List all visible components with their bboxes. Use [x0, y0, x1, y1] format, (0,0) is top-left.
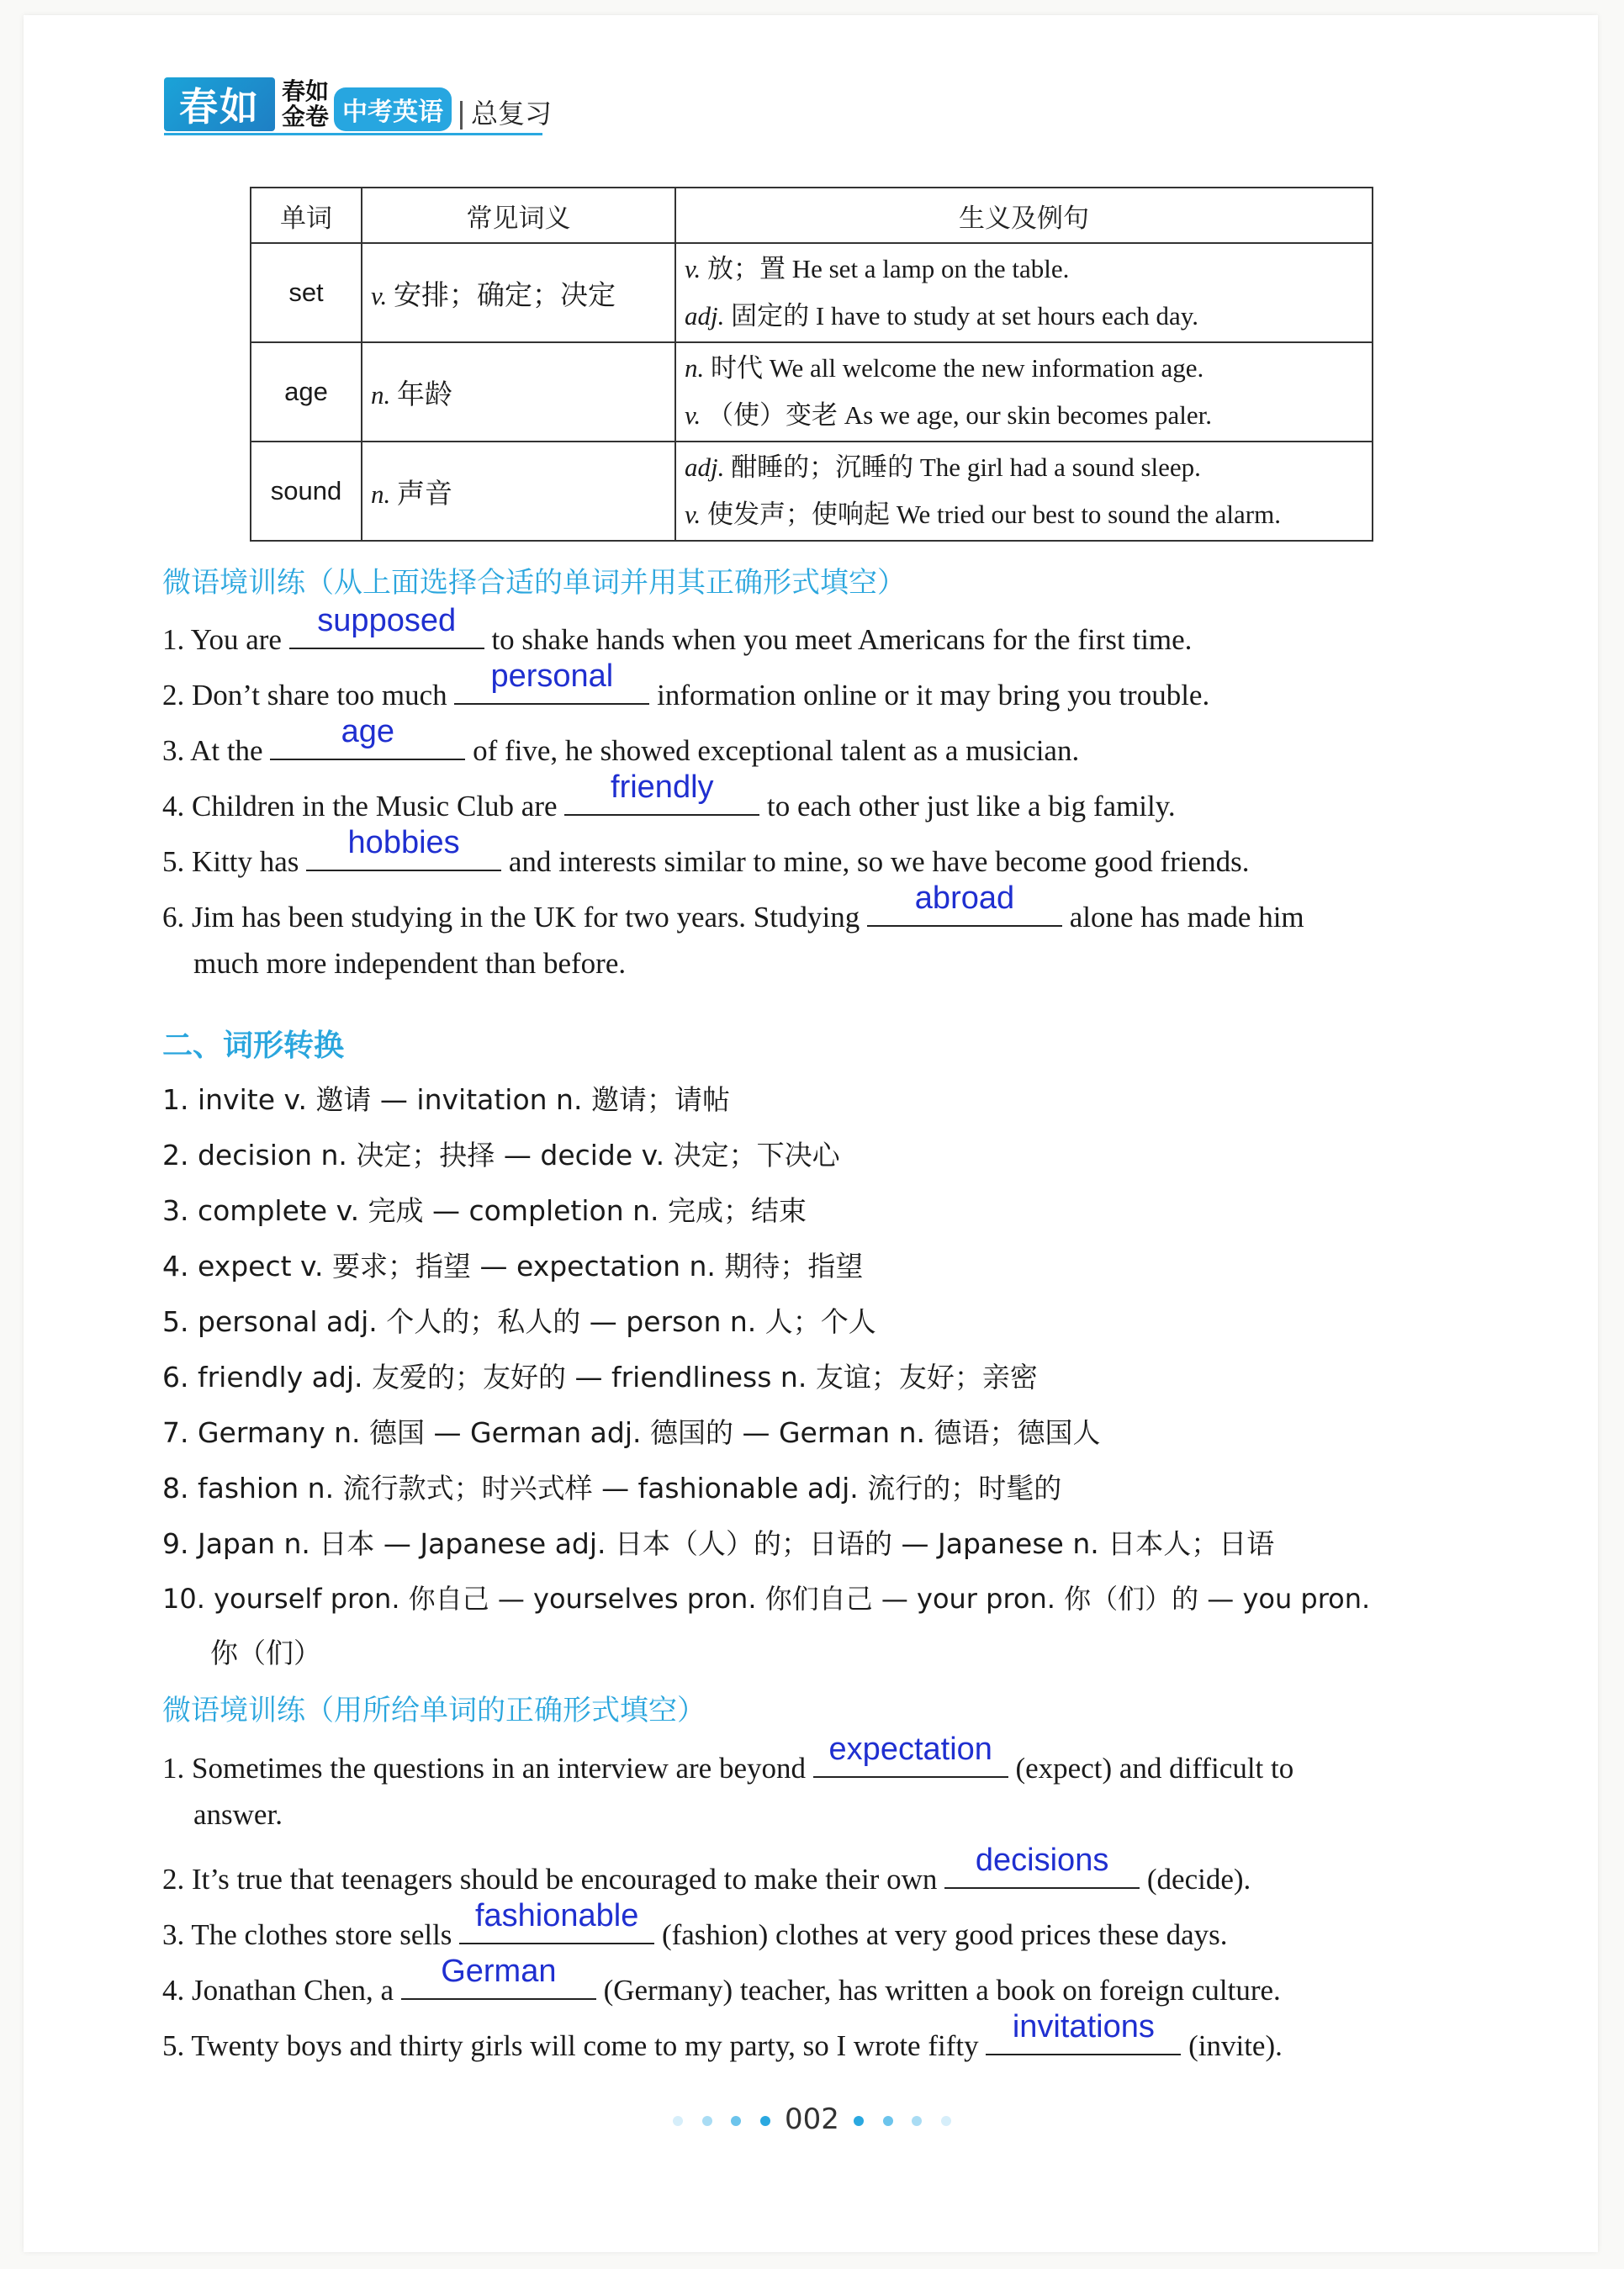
header [164, 74, 552, 135]
common-meaning-cell: v. 安排；确定；决定 [362, 243, 675, 342]
dot-icon [760, 2116, 770, 2126]
word-cell: age [251, 342, 362, 442]
answer-blank[interactable]: age [270, 725, 465, 760]
list-item: 4. expect v. 要求；指望 — expectation n. 期待；指望 [162, 1250, 864, 1283]
list-item: 7. Germany n. 德国 — German adj. 德国的 — German n. 德语；德国人 [162, 1416, 1101, 1449]
exercise-item: 2. Don’t share too much personal information online or it may bring you trouble. [162, 658, 1210, 711]
exercise-item: 1. Sometimes the questions in an interview are beyond expectation (expect) and difficult to [162, 1732, 1294, 1785]
exercise-item-continued: much more independent than before. [193, 947, 627, 980]
header-word: 单词 [251, 188, 362, 243]
exercise-item: 4. Jonathan Chen, a German (Germany) teacher, has written a book on foreign culture. [162, 1954, 1281, 2007]
answer-blank[interactable]: friendly [564, 780, 759, 816]
dot-icon [673, 2116, 683, 2126]
list-item: 5. personal adj. 个人的；私人的 — person n. 人；个人 [162, 1305, 876, 1338]
header-rule [164, 133, 542, 135]
practice1-title: 微语境训练（从上面选择合适的单词并用其正确形式填空） [162, 566, 906, 600]
common-meaning-cell: n. 年龄 [362, 342, 675, 442]
table-header-row [251, 188, 1373, 243]
answer-blank[interactable]: expectation [813, 1743, 1008, 1778]
header-subtitle: 总复习 [471, 98, 553, 130]
dot-icon [941, 2116, 951, 2126]
page-footer [0, 2102, 1624, 2136]
page-number: 002 [785, 2102, 839, 2136]
answer-blank[interactable]: invitations [986, 2020, 1181, 2055]
list-item: 1. invite v. 邀请 — invitation n. 邀请；请帖 [162, 1083, 730, 1116]
word-cell: sound [251, 442, 362, 541]
exercise-item: 5. Kitty has hobbies and interests similar to mine, so we have become good friends. [162, 825, 1250, 878]
dot-icon [702, 2116, 712, 2126]
exercise-item: 1. You are supposed to shake hands when you meet Americans for the first time. [162, 603, 1193, 656]
exercise-item: 4. Children in the Music Club are friendly to each other just like a big family. [162, 770, 1176, 822]
exercise-item: 2. It’s true that teenagers should be encouraged to make their own decisions (decide). [162, 1843, 1251, 1896]
extended-meaning-cell: v. 放；置 He set a lamp on the table. adj. 固定的 I have to study at set hours each day. [675, 243, 1373, 342]
header-common: 常见词义 [362, 188, 675, 243]
series-tag: 中考英语 [334, 87, 452, 131]
answer-blank[interactable]: decisions [944, 1854, 1140, 1889]
exercise-item: 3. At the age of five, he showed exceptional talent as a musician. [162, 714, 1080, 767]
brand-name: 春如 金卷 [282, 77, 330, 130]
header-separator [460, 101, 463, 130]
list-item: 6. friendly adj. 友爱的；友好的 — friendliness n. 友谊；友好；亲密 [162, 1361, 1038, 1394]
table-row [251, 243, 1373, 342]
practice2-title: 微语境训练（用所给单词的正确形式填空） [162, 1694, 706, 1727]
list-item: 9. Japan n. 日本 — Japanese adj. 日本（人）的；日语的 — Japanese n. 日本人；日语 [162, 1527, 1275, 1560]
answer-blank[interactable]: hobbies [306, 836, 501, 871]
answer-blank[interactable]: abroad [867, 891, 1062, 927]
exercise-item: 3. The clothes store sells fashionable (fashion) clothes at very good prices these days. [162, 1898, 1228, 1951]
dot-icon [731, 2116, 741, 2126]
table-row [251, 342, 1373, 442]
list-item-continued: 你（们） [210, 1637, 321, 1669]
list-item: 8. fashion n. 流行款式；时兴式样 — fashionable adj. 流行的；时髦的 [162, 1472, 1062, 1505]
answer-blank[interactable]: supposed [289, 614, 484, 649]
dot-icon [854, 2116, 864, 2126]
table-row [251, 442, 1373, 541]
list-item: 3. complete v. 完成 — completion n. 完成；结束 [162, 1194, 807, 1227]
section2-title: 二、词形转换 [162, 1029, 345, 1063]
list-item: 2. decision n. 决定；抉择 — decide v. 决定；下决心 [162, 1139, 840, 1172]
exercise-item-continued: answer. [193, 1798, 283, 1831]
dot-icon [883, 2116, 893, 2126]
word-cell: set [251, 243, 362, 342]
exercise-item: 5. Twenty boys and thirty girls will come to my party, so I wrote fifty invitations (invite). [162, 2009, 1283, 2062]
answer-blank[interactable]: fashionable [459, 1909, 654, 1944]
answer-blank[interactable]: personal [454, 669, 649, 705]
header-extended: 生义及例句 [675, 188, 1373, 243]
list-item: 10. yourself pron. 你自己 — yourselves pron. 你们自己 — your pron. 你（们）的 — you pron. [162, 1583, 1371, 1615]
vocab-table [250, 187, 1373, 542]
answer-blank[interactable]: German [401, 1965, 596, 2000]
extended-meaning-cell: adj. 酣睡的；沉睡的 The girl had a sound sleep. v. 使发声；使响起 We tried our best to sound the alarm. [675, 442, 1373, 541]
common-meaning-cell: n. 声音 [362, 442, 675, 541]
publisher-logo: 春如 [164, 77, 275, 131]
exercise-item: 6. Jim has been studying in the UK for two years. Studying abroad alone has made him [162, 881, 1304, 934]
dot-icon [912, 2116, 922, 2126]
extended-meaning-cell: n. 时代 We all welcome the new information age. v. （使）变老 As we age, our skin becomes paler. [675, 342, 1373, 442]
